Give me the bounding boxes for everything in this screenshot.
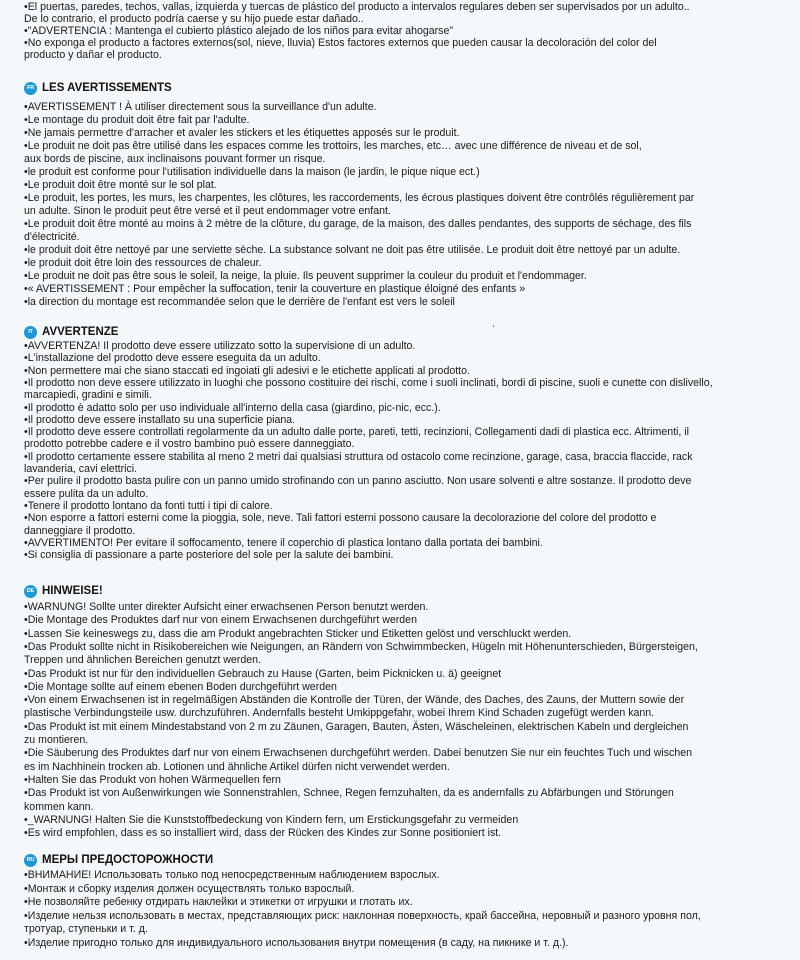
text-line: •Le montage du produit doit être fait par l'adulte. (24, 114, 250, 126)
text-line: •Das Produkt sollte nicht in Risikobereichen wie Neigungen, an Rändern von Schwimmbecken, Hügeln mit Höhenunterschieden, Bürgersteigen, (24, 640, 698, 653)
text-line: •le produit est conforme pour l'utilisation individuelle dans la maison (le jardin, le pique nique ect.) (24, 166, 480, 178)
section-title: HINWEISE! (42, 585, 103, 597)
text-line: •« AVERTISSEMENT : Pour empêcher la suffocation, tenir la couverture en plastique éloigné des enfants » (24, 283, 526, 295)
text-line: es im Nachhinein trocken ab. Lotionen und ähnliche Artikel dürfen nicht verwendet werden. (24, 760, 450, 773)
text-line: •Ne jamais permettre d'arracher et avaler les stickers et les étiquettes apposés sur le produit. (24, 127, 460, 139)
text-line: •Изделие нельзя использовать в местах, представляющих риск: наклонная поверхность, край бассейна, неровный и разного уровня пол, (24, 909, 701, 922)
text-line: •Il prodotto deve essere installato su una superficie piana. (24, 413, 296, 426)
section-title: AVVERTENZE (42, 326, 119, 338)
text-line: •Le produit, les portes, les murs, les charpentes, les clôtures, les raccordements, les écrous plastiques doivent être contrôlés régulièrement par (24, 192, 695, 204)
text-line: •Le produit ne doit pas être utilisé dans les espaces comme les trottoirs, les marches, etc… avec une différence de niveau et de sol, (24, 140, 642, 152)
text-line: •Die Säuberung des Produktes darf nur von einem Erwachsenen durchgeführt werden. Dabei benutzen Sie nur ein feuchtes Tuch und wischen (24, 747, 692, 760)
text-line: •ВНИМАНИЕ! Использовать только под непосредственным наблюдением взрослых. (24, 869, 440, 881)
language-badge-de: DE (24, 585, 37, 598)
text-line: •la direction du montage est recommandée selon que le derrière de l'enfant est vers le soleil (24, 296, 455, 308)
text-line: •Si consiglia di passionare a parte posteriore del sole per la salute dei bambini. (24, 549, 394, 562)
text-line: aux bords de piscine, aux inclinaisons pouvant former un risque. (24, 153, 326, 165)
text-line: •Halten Sie das Produkt von hohen Wärmequellen fern (24, 773, 281, 786)
stray-mark: . (492, 319, 495, 330)
text-line: essere pulita da un adulto. (24, 487, 149, 500)
text-line: •Das Produkt ist mit einem Mindestabstand von 2 m zu Zäunen, Garagen, Bauten, Ästen, Wäscheleinen, elektrischen Kabeln und dergleichen (24, 720, 689, 733)
text-line: •AVERTISSEMENT ! À utiliser directement sous la surveillance d'un adulte. (24, 101, 377, 113)
language-badge-fr: FR (24, 82, 37, 95)
text-line: •No exponga el producto a factores externos(sol, nieve, lluvia) Estos factores externos que pueden causar la decoloración del color del (24, 37, 657, 49)
text-line: kommen kann. (24, 800, 94, 813)
text-line: •Das Produkt ist von Außenwirkungen wie Sonnenstrahlen, Schnee, Regen fernzuhalten, da es andernfalls zu Abfärbungen und Störungen (24, 787, 674, 800)
text-line: •Не позволяйте ребенку отдирать наклейки и этикетки от игрушки и глотать их. (24, 896, 413, 908)
text-line: zu montieren. (24, 734, 89, 746)
text-line: •Per pulire il prodotto basta pulire con un panno umido strofinando con un panno asciutto. Non usare solventi e altre sostanze. Il prodotto deve (24, 475, 692, 488)
text-line: •Il prodotto deve essere controllati regolarmente da un adulto dalle porte, pareti, tetti, recinzioni, Collegamenti dadi di plastica ecc. Altrimenti, il (24, 426, 689, 439)
text-line: •Le produit doit être monté sur le sol plat. (24, 179, 217, 191)
text-line: lavanderia, cavi elettrici. (24, 463, 138, 475)
text-line: marcapiedi, gradini e simili. (24, 389, 152, 402)
text-line: •Il prodotto non deve essere utilizzato in luoghi che possono costituire dei rischi, come i suoli inclinati, bordi di piscine, suoli e cunette con dislivello, (24, 376, 713, 389)
section-title: МЕРЫ ПРЕДОСТОРОЖНОСТИ (42, 854, 214, 866)
text-line: •Il prodotto è adatto solo per uso individuale all'interno della casa (giardino, pic-nic, ecc.). (24, 401, 441, 414)
text-line: un adulte. Sinon le produit peut être versé et il peut endommager votre enfant. (24, 205, 391, 217)
text-line: •Le produit ne doit pas être sous le soleil, la neige, la pluie. Ils peuvent supprimer la couleur du produit et l'endommager. (24, 270, 587, 282)
language-badge-ru: RU (24, 854, 37, 867)
text-line: •Изделие пригодно только для индивидуального использования внутри помещения (в саду, на пикнике и т. д.). (24, 936, 569, 949)
text-line: •Il prodotto certamente essere stabilita al meno 2 metri dai qualsiasi struttura od ostacolo come recinzione, garage, casa, braccia flaccide, rack (24, 450, 693, 463)
text-line: •le produit doit être nettoyé par une serviette sèche. La substance solvant ne doit pas être utilisée. Le produit doit être nettoyé par un adulte. (24, 244, 681, 256)
text-line: •Die Montage sollte auf einem ebenen Boden durchgeführt werden (24, 680, 337, 693)
text-line: •"ADVERTENCIA : Mantenga el cubierto plástico alejado de los niños para evitar ahogarse" (24, 25, 454, 37)
text-line: •Die Montage des Produktes darf nur von einem Erwachsenen durchgeführt werden (24, 614, 417, 627)
text-line: De lo contrario, el producto podría caerse y su hijo puede estar dañado.. (24, 13, 364, 25)
text-line: •Non esporre a fattori esterni come la pioggia, sole, neve. Tali fattori esterni possono causare la decolorazione del colore del prodotto e (24, 512, 657, 525)
text-line: •Es wird empfohlen, dass es so installiert wird, dass der Rücken des Kindes zur Sonne positioniert ist. (24, 827, 502, 840)
text-line: •Von einem Erwachsenen ist in regelmäßigen Abständen die Kontrolle der Türen, der Wände, des Daches, des Zauns, der Muttern sowie der (24, 694, 685, 707)
text-line: •WARNUNG! Sollte unter direkter Aufsicht einer erwachsenen Person benutzt werden. (24, 601, 429, 613)
text-line: •Non permettere mai che siano staccati ed ingoiati gli adesivi e le etichette applicati al prodotto. (24, 364, 470, 377)
text-line: •le produit doit être loin des ressources de chaleur. (24, 257, 262, 269)
text-line: prodotto potrebbe cadere e il vostro bambino può essere danneggiato. (24, 438, 355, 451)
text-line: •Lassen Sie keineswegs zu, dass die am Produkt angebrachten Sticker und Etiketten gelöst und verschluckt werden. (24, 627, 572, 640)
section-heading-ru (24, 852, 213, 868)
text-line: •AVVERTENZA! Il prodotto deve essere utilizzato sotto la supervisione di un adulto. (24, 340, 416, 352)
language-badge-it: IT (24, 326, 37, 339)
text-line: producto y dañar el producto. (24, 49, 162, 61)
text-line: d'électricité. (24, 231, 80, 243)
text-line: •Le produit doit être monté au moins à 2 mètre de la clôture, du garage, de la maison, des dalles pendantes, des supports de séchage, des fils (24, 218, 692, 230)
text-line: Treppen und ähnlichen Bereichen genutzt werden. (24, 654, 261, 667)
section-title: LES AVERTISSEMENTS (42, 82, 172, 94)
text-line: •AVVERTIMENTO! Per evitare il soffocamento, tenere il coperchio di plastica lontano dalla portata dei bambini. (24, 536, 543, 549)
text-line: тротуар, ступеньки и т. д. (24, 923, 148, 935)
text-line: •El puertas, paredes, techos, vallas, izquierda y tuercas de plástico del producto a intervalos regulares deben ser supervisados por un adulto.. (24, 1, 690, 13)
text-line: plastische Verbindungsteile usw. durchzuführen. Andernfalls besteht Umkippgefahr, wobei Ihrem Kind Schaden zugefügt werden kann. (24, 707, 655, 720)
text-line: •Монтаж и сборку изделия должен осуществлять только взрослый. (24, 882, 355, 895)
text-line: •_WARNUNG! Halten Sie die Kunststoffbedeckung von Kindern fern, um Erstickungsgefahr zu vermeiden (24, 813, 519, 826)
section-heading-it (24, 324, 118, 340)
text-line: •Das Produkt ist nur für den individuellen Gebrauch zu Hause (Garten, beim Picknicken u. ä) geeignet (24, 667, 502, 680)
text-line: •L'installazione del prodotto deve essere eseguita da un adulto. (24, 352, 321, 365)
text-line: danneggiare il prodotto. (24, 524, 136, 537)
section-heading-de (24, 583, 103, 599)
section-heading-fr (24, 80, 172, 96)
text-line: •Tenere il prodotto lontano da fonti tutti i tipi di calore. (24, 499, 273, 512)
